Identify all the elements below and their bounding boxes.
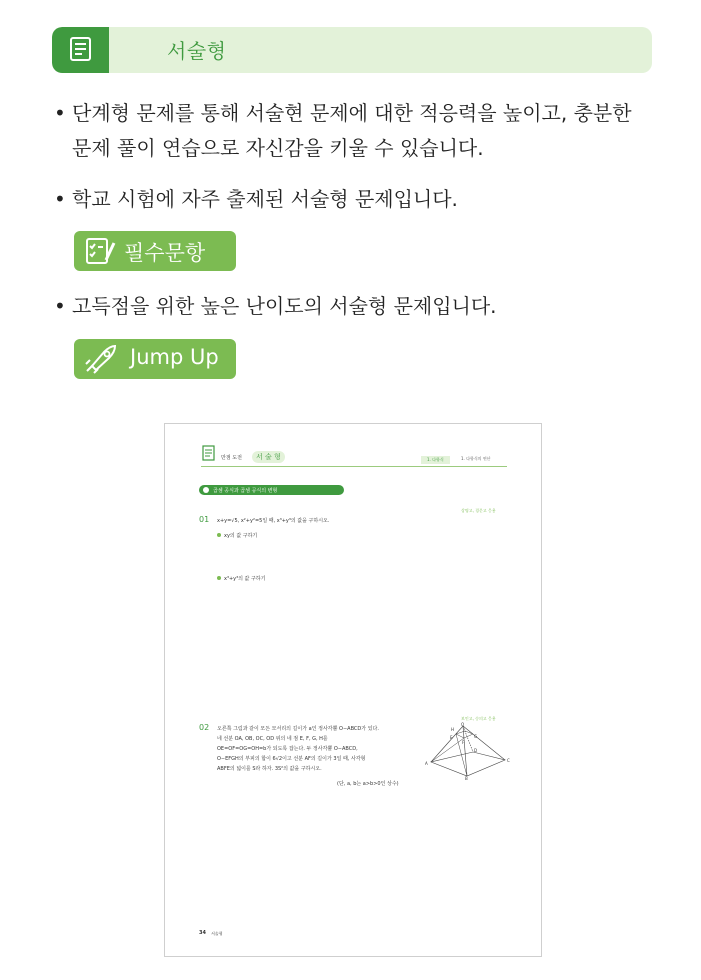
- thumb-step: x³+y³의 값 구하기: [224, 576, 266, 582]
- thumb-question-line: ABFE의 넓이를 S라 하자. 3S²의 값을 구하시오.: [217, 766, 322, 772]
- bullet-dot: •: [54, 101, 66, 125]
- rocket-icon: [84, 344, 118, 374]
- thumb-step: xy의 값 구하기: [224, 533, 258, 539]
- thumb-question-line: 오른쪽 그림과 같이 모든 모서리의 길이가 a인 정사각뿔 O−ABCD가 있다.: [217, 726, 379, 732]
- thumb-tab: 1. 다항식: [421, 456, 450, 464]
- bullet-dot: •: [54, 187, 66, 211]
- jump-up-badge: [74, 339, 236, 379]
- thumb-question-text: x+y=√5, x²+y²=5일 때, x³+y³의 값을 구하시오.: [217, 518, 330, 524]
- thumb-source-tag: 상명고, 경문고 응용: [461, 508, 496, 513]
- required-badge-label: 필수문항: [124, 241, 206, 265]
- thumb-section-title: 곱셈 공식과 곱셈 공식의 변형: [213, 488, 278, 494]
- bullet-text-line2: 문제 풀이 연습으로 자신감을 키울 수 있습니다.: [72, 136, 484, 160]
- thumb-section-pill: [199, 485, 344, 495]
- figure-label: A: [425, 761, 428, 766]
- figure-label: H: [451, 727, 455, 732]
- step-dot-icon: [217, 533, 221, 537]
- thumb-question-line: 네 선분 OA, OB, OC, OD 위의 네 점 E, F, G, H를: [217, 736, 328, 742]
- thumb-divider: [201, 466, 507, 467]
- thumb-page-number: 34: [199, 930, 206, 936]
- thumb-header-label: 만점 도전: [221, 455, 242, 461]
- section-header: [52, 27, 652, 73]
- figure-label: C: [507, 758, 510, 763]
- document-scroll-icon: [52, 27, 109, 73]
- figure-label: O: [461, 722, 465, 727]
- figure-label: E: [450, 735, 453, 740]
- checklist-pencil-icon: [84, 236, 116, 266]
- pyramid-figure: [423, 720, 513, 784]
- thumb-question-number: 01: [199, 515, 210, 524]
- figure-label: D: [474, 748, 478, 753]
- thumb-question-line: OE=OF=OG=OH=b가 되도록 잡는다. 두 정사각뿔 O−ABCD,: [217, 746, 358, 752]
- thumb-question-number: 02: [199, 723, 210, 732]
- bullet-text-line1: 단계형 문제를 통해 서술현 문제에 대한 적응력을 높이고, 충분한: [72, 101, 632, 125]
- step-dot-icon: [217, 576, 221, 580]
- thumb-header-title: 서 술 형: [252, 451, 285, 463]
- bullet-circle-icon: [203, 487, 209, 493]
- bullet-dot: •: [54, 294, 66, 318]
- bullet-text: 고득점을 위한 높은 난이도의 서술형 문제입니다.: [72, 294, 497, 318]
- figure-label: G: [474, 734, 478, 739]
- figure-label: B: [465, 776, 468, 781]
- figure-label: F: [462, 740, 465, 745]
- section-title: 서술형: [167, 39, 227, 63]
- thumb-tab: 1. 다항식의 연산: [461, 456, 491, 461]
- document-icon: [201, 445, 217, 461]
- bullet-text: 학교 시험에 자주 출제된 서술형 문제입니다.: [72, 187, 458, 211]
- thumb-question-line: O−EFGH의 부피의 합이 6√2이고 선분 AF의 길이가 3일 때, 사각형: [217, 756, 366, 762]
- thumb-page-label: 서술형: [211, 931, 223, 936]
- jump-up-badge-label: Jump Up: [130, 345, 219, 369]
- sample-page-thumbnail: [164, 423, 542, 957]
- thumb-condition: (단, a, b는 a>b>0인 상수): [337, 781, 399, 787]
- thumb-source-tag: 보인고, 숭의고 응용: [461, 716, 496, 721]
- required-badge: [74, 231, 236, 271]
